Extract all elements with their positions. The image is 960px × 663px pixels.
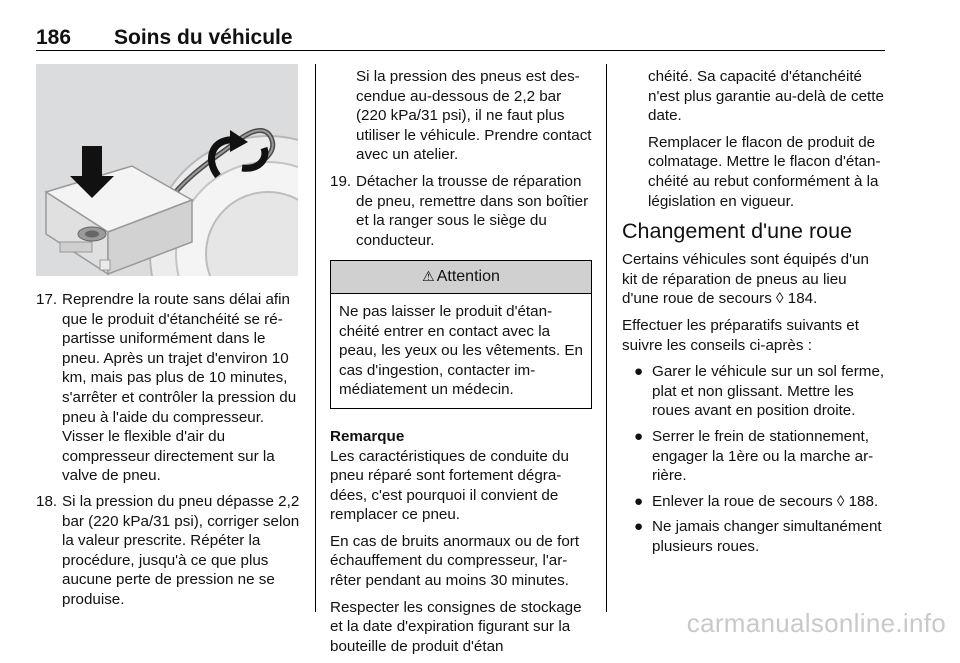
watermark: carmanualsonline.info xyxy=(686,608,946,638)
remark-title: Remarque xyxy=(330,427,405,445)
header-rule xyxy=(36,50,885,51)
list-item: ● Enlever la roue de secours ◊ 188. xyxy=(634,492,879,510)
column-2 xyxy=(330,67,592,663)
bullet-icon: ● xyxy=(634,518,644,536)
section-title: Soins du véhicule xyxy=(114,26,293,49)
compressor-illustration xyxy=(36,64,298,276)
attention-box xyxy=(330,260,592,409)
prep-paragraph: Effectuer les préparatifs suivants et suivre les conseils ci-après : xyxy=(622,316,859,354)
bullet-icon: ● xyxy=(634,427,644,445)
bullet-icon: ● xyxy=(634,363,644,381)
remark-paragraph: Remplacer le flacon de produit de colmatage. Mettre le flacon d'étanchéité au rebut conformément à la législation en vigueur. xyxy=(648,133,881,210)
bullet-icon: ● xyxy=(634,492,644,510)
intro-paragraph: Certains véhicules sont équipés d'un kit de réparation de pneus au lieu d'une roue de secours ◊ 184. xyxy=(622,251,869,308)
page-number: 186 xyxy=(36,26,72,49)
list-item: ● Ne jamais changer simultanément plusieurs roues. xyxy=(634,518,882,555)
section-heading: Changement d'une roue xyxy=(622,219,853,244)
remark-paragraph: En cas de bruits anormaux ou de fort échauffement du compresseur, l'arrêter pendant au moins 30 minutes. xyxy=(330,532,580,590)
compressor-icon xyxy=(36,64,298,276)
warning-icon: ⚠ xyxy=(422,268,435,285)
list-item: 19. Détacher la trousse de réparation de pneu, remettre dans son boîtier et la ranger sous le siège du conducteur. xyxy=(330,172,589,249)
remark-paragraph: Les caractéristiques de conduite du pneu réparé sont fortement dégradées, c'est pourquoi il convient de remplacer ce pneu. xyxy=(330,447,569,524)
steps-list xyxy=(36,290,300,610)
list-item: ● Garer le véhicule sur un sol ferme, plat et non glissant. Mettre les roues avant en position droite. xyxy=(634,363,885,420)
list-item: 17. Reprendre la route sans délai afin que le produit d'étanchéité se répartisse uniformément dans le pneu. Après un trajet d'environ 10 km, mais pas plus de 10 minutes, s'arrêter et contrôler la pression du pneu à l'aide du compresseur. Visser le flexible d'air du compresseur directement sur la valve de pneu. xyxy=(36,291,297,485)
remark-paragraph: Respecter les consignes de stockage et la date d'expiration figurant sur la bouteille de produit d'étan xyxy=(330,598,582,655)
list-item: ● Serrer le frein de stationnement, engager la 1ère ou la marche arrière. xyxy=(634,427,874,485)
remark-continuation: chéité. Sa capacité d'étanchéité n'est plus garantie au-delà de cette date. xyxy=(648,68,884,125)
step-17-continuation: Si la pression des pneus est descendue au-dessous de 2,2 bar (220 kPa/31 psi), il ne faut plus utiliser le véhicule. Prendre contact avec un atelier. xyxy=(356,68,592,164)
steps-list-2 xyxy=(330,172,592,250)
column-divider-1 xyxy=(315,64,316,612)
bullet-list xyxy=(622,362,886,556)
list-item: 18. Si la pression du pneu dépasse 2,2 bar (220 kPa/31 psi), corriger selon la valeur prescrite. Répéter la procédure, jusqu'à ce que plus aucune perte de pression ne se produise. xyxy=(36,492,300,608)
column-1 xyxy=(36,290,300,616)
column-divider-2 xyxy=(606,64,607,612)
attention-header: ⚠ Attention xyxy=(331,261,591,294)
attention-text: Ne pas laisser le produit d'étanchéité entrer en contact avec la peau, les yeux ou les vêtements. En cas d'ingestion, contacter immédiatement un médecin. xyxy=(339,302,583,399)
column-3 xyxy=(622,67,886,562)
